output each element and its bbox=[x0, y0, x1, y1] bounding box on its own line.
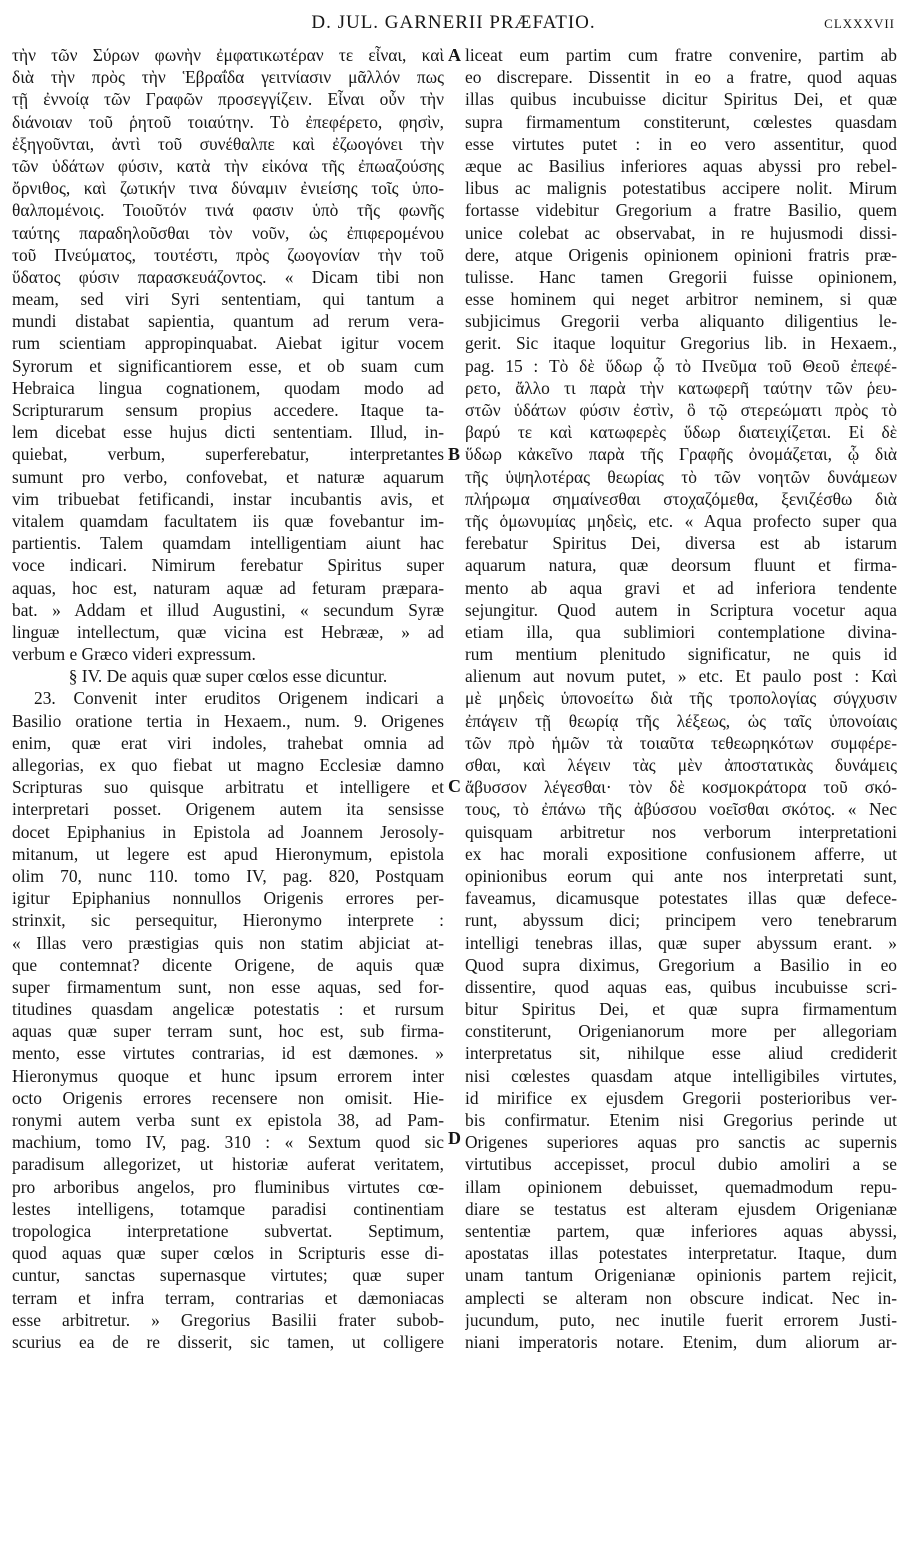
text-line: διὰ τὴν πρὸς τὴν Ἑβραΐδα γειτνίασιν μᾶλλόν πως bbox=[12, 67, 444, 88]
left-column bbox=[12, 44, 444, 1554]
text-line: id mirifice ex ejusdem Gregorii posterioribus ver- bbox=[465, 1087, 897, 1108]
text-line: partientis. Talem quamdam intelligentiam aiunt hac bbox=[12, 533, 444, 554]
text-line: amplecti se alteram non obscure indicat. Nec in- bbox=[465, 1287, 897, 1308]
text-line: libus ac malignis potestatibus accipere nolit. Mirum bbox=[465, 178, 897, 199]
text-line: virtutibus accepisset, procul dubio amoliri a se bbox=[465, 1154, 897, 1175]
text-line: τῆς ὁμωνυμίας μηδεὶς, etc. « Aqua profecto super qua bbox=[465, 510, 897, 531]
text-line: τοῦ Πνεύματος, τουτέστι, πρὸς ζωογονίαν τὴν τοῦ bbox=[12, 244, 444, 265]
text-line: ἐπάγειν τῇ θεωρίᾳ τῆς λέξεως, ὡς ταῖς ὑπονοίαις bbox=[465, 710, 897, 731]
text-line: sumunt pro verbo, confovebat, et naturæ aquarum bbox=[12, 466, 444, 487]
text-line: Scripturarum sensum propius accedere. Itaque ta- bbox=[12, 400, 444, 420]
page-header bbox=[0, 8, 907, 40]
text-line: ρετο, ἄλλο τι παρὰ τὴν κατωφερῆ ταύτην τῶν ῥευ- bbox=[465, 377, 897, 398]
margin-marker-a: A bbox=[448, 45, 461, 65]
text-line: mento ab aqua gravi et ad inferiora tendente bbox=[465, 577, 897, 598]
page-number: CLXXXVII bbox=[824, 16, 895, 31]
text-line: unam tantum Origenianæ opinionis partem rejicit, bbox=[465, 1265, 897, 1286]
text-line: vim tribuebat fetificandi, instar incubantis avis, et bbox=[12, 488, 444, 509]
text-line: Scripturas suo quisque arbitratu et intelligere et bbox=[12, 777, 444, 798]
text-line: mitanum, ut legere est apud Hieronymum, epistola bbox=[12, 843, 444, 864]
text-line: Quod supra diximus, Gregorium a Basilio in eo bbox=[465, 954, 897, 975]
text-line: interpretari posset. Origenem autem ita sensisse bbox=[12, 799, 444, 820]
text-line: intelligi tenebras illas, quæ super abyssum erant. » bbox=[465, 932, 897, 953]
text-line: unice colebat ac observabat, in re hujusmodi dissi- bbox=[465, 222, 897, 243]
text-line: aquas quæ super terram sunt, hoc est, sub firma- bbox=[12, 1021, 444, 1042]
margin-marker-d: D bbox=[448, 1128, 461, 1148]
text-line: apostatas illas potestates interpretatur. Itaque, dum bbox=[465, 1243, 897, 1264]
text-line: ταύτης παραδηλοῦσθαι τὸν νοῦν, ὡς ἐπιφερομένου bbox=[12, 222, 444, 243]
text-line: sejungitur. Quod autem in Scriptura vocetur aqua bbox=[465, 599, 897, 620]
text-line: esse arbitretur. » Gregorius Basilii frater subob- bbox=[12, 1309, 444, 1330]
text-line: Origenes superiores aquas pro sanctis ac supernis bbox=[465, 1132, 897, 1153]
text-line: jucundum, puto, nec inutile fuerit errorem Justi- bbox=[465, 1309, 897, 1330]
text-line: voce indicari. Nimirum ferebatur Spiritus super bbox=[12, 555, 444, 576]
text-line: bitur Spiritus Dei, et quæ supra firmamentum bbox=[465, 999, 897, 1020]
text-line: θαλπομένοις. Τοιοῦτόν τινά φασιν ὑπὸ τῆς φωνῆς bbox=[12, 200, 444, 221]
text-line: τῶν πρὸ ἡμῶν τὰ τοιαῦτα τεθεωρηκότων συμφέρε- bbox=[465, 732, 897, 753]
text-line: faveamus, dicamusque potestates illas quæ defece- bbox=[465, 888, 897, 909]
text-line: tropologica interpretatione subvertat. Septimum, bbox=[12, 1220, 444, 1241]
text-line: ferebatur Spiritus Dei, diversa est ab istarum bbox=[465, 533, 897, 554]
text-line: Basilio oratione tertia in Hexaem., num. 9. Origenes bbox=[12, 710, 444, 731]
text-line: vitalem quamdam facultatem iis quæ fovebantur im- bbox=[12, 510, 444, 531]
text-line: octo Origenis errores recensere non omisit. Hie- bbox=[12, 1087, 444, 1108]
text-line: supra firmamentum constiterunt, cœlestes quasdam bbox=[465, 111, 897, 132]
text-line: τῶν ὑδάτων φύσιν, κατὰ τὴν εἰκόνα τῆς ἐπωαζούσης bbox=[12, 155, 444, 176]
text-line: illas quibus incubuisse dicitur Spiritus Dei, et quæ bbox=[465, 89, 897, 110]
text-line: nisi cœlestes quasdam atque intelligibiles virtutes, bbox=[465, 1065, 897, 1086]
text-line: pag. 15 : Τὸ δὲ ὕδωρ ᾧ τὸ Πνεῦμα τοῦ Θεοῦ ἐπεφέ- bbox=[465, 355, 897, 376]
text-line: illam opinionem debuisset, quemadmodum repu- bbox=[465, 1176, 897, 1197]
text-line: διάνοιαν τοῦ ῥητοῦ τοιαύτην. Τὸ ἐπεφέρετο, φησὶν, bbox=[12, 111, 444, 132]
text-line: dere, atque Origenis opinionem opinioni fratris præ- bbox=[465, 244, 897, 265]
text-line: etiam illa, qua sublimiori contemplatione divina- bbox=[465, 621, 897, 642]
text-line: quod aquas quæ super cœlos in Scripturis esse di- bbox=[12, 1243, 444, 1264]
text-line: docet Epiphanius in Epistola ad Joannem Jerosoly- bbox=[12, 821, 444, 842]
text-line: igitur Epiphanius nonnullos Origenis errores per- bbox=[12, 888, 444, 909]
text-line: strinxit, sic persequitur, Hieronymo interprete : bbox=[12, 910, 444, 931]
text-line: ὕδωρ κἀκεῖνο παρὰ τῆς Γραφῆς ὀνομάζεται, ᾧ διὰ bbox=[465, 444, 897, 465]
text-line: Hebraica lingua cognationem, quodam modo ad bbox=[12, 377, 444, 398]
text-line: sententiæ partem, quæ inferiores aquas abyssi, bbox=[465, 1220, 897, 1241]
margin-marker-b: B bbox=[448, 444, 461, 464]
text-line: § IV. De aquis quæ super cœlos esse dicuntur. bbox=[68, 666, 388, 687]
text-line: bat. » Addam et illud Augustini, « secundum Syræ bbox=[12, 599, 444, 620]
text-line: interpretatus sit, nihilque esse aliud crediderit bbox=[465, 1043, 897, 1064]
text-line: titudines quasdam angelicæ potestatis : et rursum bbox=[12, 999, 444, 1020]
text-line: fortasse videbitur Gregorium a fratre Basilio, quem bbox=[465, 200, 897, 221]
text-line: aquarum natura, quæ deorsum fluunt et firma- bbox=[465, 555, 897, 576]
text-line: rum scientiam appropinquabat. Aiebat igitur vocem bbox=[12, 333, 444, 354]
text-line: Syrorum et significantiorem esse, et ob suam cum bbox=[12, 355, 444, 376]
text-line: gerit. Sic itaque loquitur Gregorius lib. in Hexaem., bbox=[465, 333, 897, 354]
text-line: ronymi autem verba sunt ex epistola 38, ad Pam- bbox=[12, 1110, 444, 1130]
text-line: ὄρνιθος, καὶ ζωτικήν τινα δύναμιν ἐνιείσης τοῖς ὑπο- bbox=[12, 178, 444, 199]
text-line: « Illas vero præstigias quis non statim abjiciat at- bbox=[12, 932, 444, 953]
text-line: Hieronymus quoque et hunc ipsum errorem inter bbox=[12, 1065, 444, 1086]
text-line: cuntur, sanctas supernasque virtutes; quæ super bbox=[12, 1265, 444, 1286]
text-line: τῇ ἐννοίᾳ τῶν Γραφῶν προσεγγίζειν. Εἶναι οὖν τὴν bbox=[12, 89, 444, 110]
text-line: esse virtutes putet : in eo vero assentitur, quod bbox=[465, 133, 897, 154]
text-line: que contemnat? dicente Origene, de aquis quæ bbox=[12, 954, 444, 975]
text-line: enim, quæ erat viri indoles, trahebat omnia ad bbox=[12, 732, 444, 753]
text-line: lem dicebat esse hujus dicti sententiam. Illud, in- bbox=[12, 422, 444, 443]
text-line: meam, sed viri Syri sententiam, qui tantum a bbox=[12, 289, 444, 310]
text-line: lestes intelligens, totamque paradisi continentiam bbox=[12, 1198, 444, 1219]
text-line: στῶν ὑδάτων φύσιν ἐστὶν, ὃ τῷ στερεώματι πρὸς τὸ bbox=[465, 400, 897, 420]
text-line: ἄβυσσον λέγεσθαι· τὸν δὲ κοσμοκράτορα τοῦ σκό- bbox=[465, 777, 897, 798]
text-line: tulisse. Hanc tamen Gregorii fuisse opinionem, bbox=[465, 266, 897, 287]
text-line: niani imperatoris notare. Etenim, dum aliorum ar- bbox=[465, 1331, 897, 1352]
text-line: βαρύ τε καὶ κατωφερὲς ὕδωρ διατειχίζεται. Εἰ δὲ bbox=[465, 422, 897, 443]
text-line: τους, τὸ ἐπάνω τῆς ἀβύσσου νοεῖσθαι σκότος. « Nec bbox=[465, 799, 897, 820]
margin-marker-c: C bbox=[448, 776, 461, 796]
text-line: runt, abyssum dici; principem vero tenebrarum bbox=[465, 910, 897, 931]
text-line: machium, tomo IV, pag. 310 : « Sextum quod sic bbox=[12, 1132, 444, 1153]
text-line: verbum e Græco videri expressum. bbox=[12, 644, 256, 665]
text-line: 23. Convenit inter eruditos Origenem indicari a bbox=[34, 688, 444, 709]
text-line: τῆς ὑψηλοτέρας θεωρίας τὸ τῶν νοητῶν δυνάμεων bbox=[465, 466, 897, 487]
text-line: olim 70, nunc 110. tomo IV, pag. 820, Postquam bbox=[12, 865, 444, 886]
text-line: diare se testatus est alteram ejusdem Origenianæ bbox=[465, 1198, 897, 1219]
text-line: bis confirmatur. Etenim nisi Gregorius perinde ut bbox=[465, 1110, 897, 1130]
text-line: linguæ intellectum, quæ vicina est Hebrææ, » ad bbox=[12, 621, 444, 642]
right-column bbox=[465, 44, 897, 1554]
text-line: μὲ μηδεὶς ὑπονοείτω διὰ τῆς τροπολογίας σύγχυσιν bbox=[465, 688, 897, 709]
text-line: opinionibus eorum qui ante nos interpretati sunt, bbox=[465, 865, 897, 886]
text-line: πλήρωμα σημαίνεσθαι στοχαζόμεθα, ξενιζέσθω διὰ bbox=[465, 488, 897, 509]
text-line: ex hac morali expositione confusionem afferre, ut bbox=[465, 843, 897, 864]
text-line: ὕδατος φύσιν παρασκευάζοντος. « Dicam tibi non bbox=[12, 266, 444, 287]
text-line: τὴν τῶν Σύρων φωνὴν ἐμφατικωτέραν τε εἶναι, καὶ bbox=[12, 45, 444, 65]
text-line: terram et infra terram, contrarias et dæmoniacas bbox=[12, 1287, 444, 1308]
text-line: paradisum allegorizet, ut historiæ auferat veritatem, bbox=[12, 1154, 444, 1175]
text-line: æque ac Basilius inferiores aquas abyssi pro rebel- bbox=[465, 155, 897, 176]
text-line: quisquam arbitretur nos verborum interpretationi bbox=[465, 821, 897, 842]
text-line: subjicimus Gregorii verba aliquanto diligentius le- bbox=[465, 311, 897, 332]
text-line: mento, esse virtutes contrarias, id est dæmones. » bbox=[12, 1043, 444, 1064]
running-title: D. JUL. GARNERII PRÆFATIO. bbox=[311, 12, 596, 33]
text-line: scurius ea de re disserit, sic tamen, ut colligere bbox=[12, 1331, 444, 1352]
text-line: pro arboribus angelos, pro fluminibus virtutes cœ- bbox=[12, 1176, 444, 1197]
text-line: super firmamentum sunt, non esse aquas, sed for- bbox=[12, 976, 444, 997]
text-line: dissentire, quod aquas eas, quibus incubuisse scri- bbox=[465, 976, 897, 997]
text-line: constiterunt, Origenianorum more per allegoriam bbox=[465, 1021, 897, 1042]
text-line: quiebat, verbum, superferebatur, interpretantes bbox=[12, 444, 444, 465]
text-line: eo discrepare. Dissentit in eo a fratre, quod aquas bbox=[465, 67, 897, 88]
text-line: σθαι, καὶ λέγειν τὰς μὲν ἀποστατικὰς δυνάμεις bbox=[465, 755, 897, 775]
text-line: rum mentium plenitudo significatur, ne quis id bbox=[465, 644, 897, 665]
text-line: aquas, hoc est, naturam aquæ ad feturam præpara- bbox=[12, 577, 444, 598]
text-line: mundi distabat sapientia, quantum ad rerum vera- bbox=[12, 311, 444, 332]
text-line: allegorias, ex quo fiebat ut magno Ecclesiæ damno bbox=[12, 755, 444, 775]
text-line: ἐξηγοῦνται, ἀντὶ τοῦ συνέθαλπε καὶ ἐζωογόνει τὴν bbox=[12, 133, 444, 154]
text-line: esse hominem qui neget arbitror neminem, si quæ bbox=[465, 289, 897, 310]
text-line: liceat eum partim cum fratre convenire, partim ab bbox=[465, 45, 897, 65]
text-line: alienum aut novum putet, » etc. Et paulo post : Καὶ bbox=[465, 666, 897, 687]
